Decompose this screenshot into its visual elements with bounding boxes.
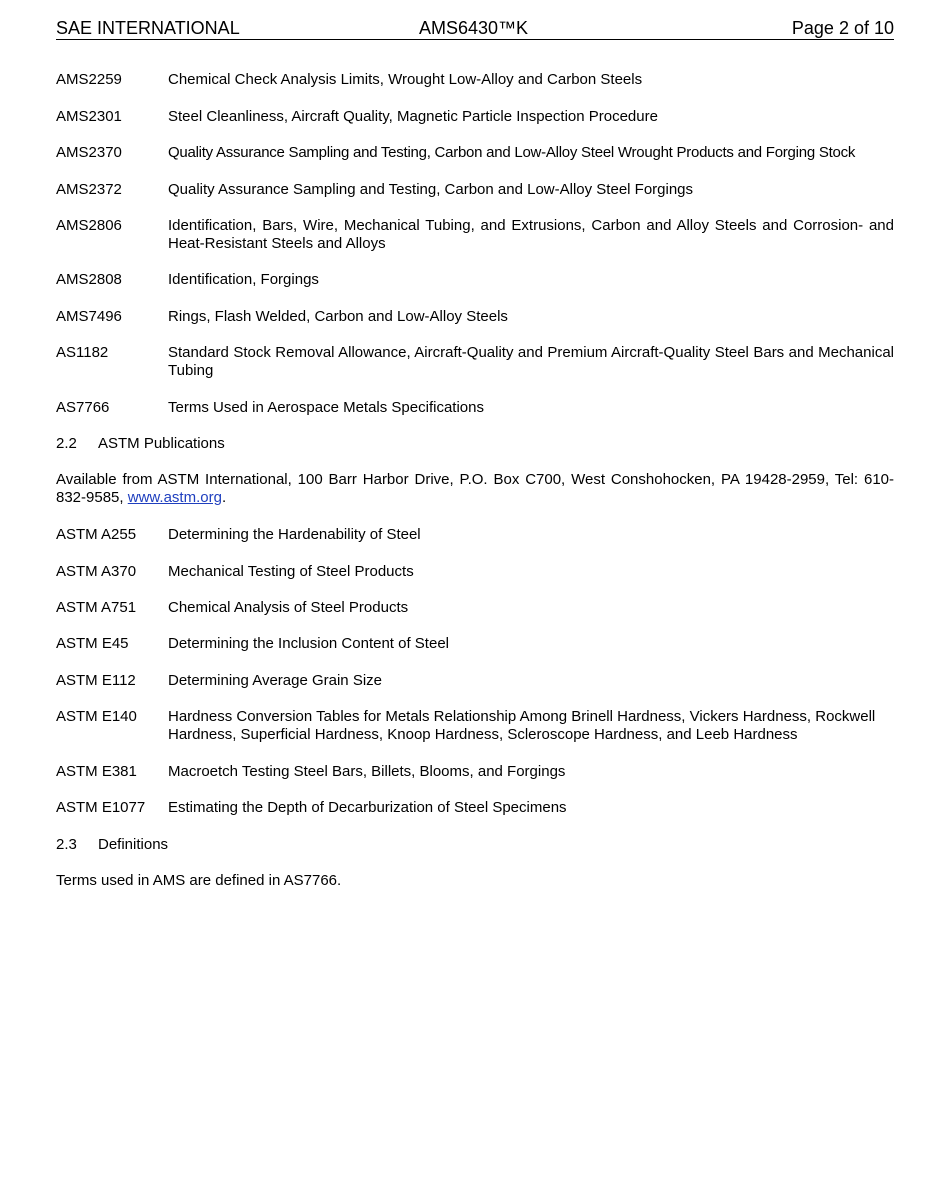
section-title: ASTM Publications: [98, 435, 225, 452]
reference-title: Identification, Bars, Wire, Mechanical Tubing, and Extrusions, Carbon and Alloy Steels and Corrosion- and Heat-Resistant Steels and Alloys: [168, 217, 894, 252]
reference-code: ASTM A370: [56, 563, 137, 580]
reference-entry: [56, 763, 894, 781]
reference-title: Determining the Inclusion Content of Steel: [168, 635, 449, 652]
reference-entry: [56, 344, 894, 380]
reference-entry: [56, 108, 894, 126]
section-number: 2.2: [56, 435, 77, 452]
reference-entry: [56, 399, 894, 417]
reference-code: ASTM E1077: [56, 799, 146, 816]
reference-code: ASTM E381: [56, 763, 137, 780]
header-org: SAE INTERNATIONAL: [56, 18, 240, 38]
reference-code: AMS2808: [56, 271, 122, 288]
reference-code: ASTM E140: [56, 708, 137, 725]
reference-code: ASTM E112: [56, 672, 136, 689]
section-heading-astm: [56, 435, 225, 453]
reference-code: AS7766: [56, 399, 110, 416]
reference-title: Quality Assurance Sampling and Testing, Carbon and Low-Alloy Steel Forgings: [168, 181, 694, 198]
reference-entry: [56, 672, 894, 690]
reference-code: AS1182: [56, 344, 109, 361]
reference-code: AMS2806: [56, 217, 122, 234]
reference-title: Chemical Analysis of Steel Products: [168, 599, 409, 616]
reference-title: Macroetch Testing Steel Bars, Billets, Blooms, and Forgings: [168, 763, 566, 780]
page-header: [56, 17, 894, 40]
document-page: [56, 0, 894, 1202]
section-heading-definitions: [56, 836, 168, 854]
reference-entry: [56, 799, 894, 817]
availability-end: .: [221, 489, 227, 506]
reference-code: ASTM A255: [56, 526, 137, 543]
reference-entry: [56, 144, 894, 162]
reference-title: Identification, Forgings: [168, 271, 319, 288]
reference-code: ASTM A751: [56, 599, 137, 616]
reference-entry: [56, 599, 894, 617]
header-doc-number: AMS6430™K: [419, 18, 529, 38]
reference-title: Standard Stock Removal Allowance, Aircraft-Quality and Premium Aircraft-Quality Steel Bars and Mechanical Tubing: [168, 344, 894, 379]
astm-availability-paragraph: [56, 471, 894, 507]
reference-entry: [56, 71, 894, 89]
reference-code: AMS7496: [56, 308, 122, 325]
header-page-number: Page 2 of 10: [791, 18, 894, 38]
section-title: Definitions: [98, 836, 169, 853]
reference-entry: [56, 635, 894, 653]
reference-entry: [56, 217, 894, 253]
section-number: 2.3: [56, 836, 77, 853]
reference-entry: [56, 563, 894, 581]
definitions-paragraph: Terms used in AMS are defined in AS7766.: [56, 872, 342, 889]
reference-title: Rings, Flash Welded, Carbon and Low-Alloy Steels: [168, 308, 508, 325]
reference-title: Steel Cleanliness, Aircraft Quality, Magnetic Particle Inspection Procedure: [168, 108, 658, 125]
reference-entry: [56, 526, 894, 544]
reference-code: AMS2301: [56, 108, 122, 125]
reference-code: ASTM E45: [56, 635, 129, 652]
reference-title: Determining Average Grain Size: [168, 672, 382, 689]
reference-title: Mechanical Testing of Steel Products: [168, 563, 414, 580]
reference-title: Determining the Hardenability of Steel: [168, 526, 421, 543]
reference-title: Hardness Conversion Tables for Metals Relationship Among Brinell Hardness, Vickers Hardness, Rockwell Hardness, Superficial Hardness, Knoop Hardness, Scleroscope Hardness, and Leeb Hardness: [168, 708, 876, 743]
reference-entry: [56, 708, 894, 744]
reference-code: AMS2370: [56, 144, 122, 161]
astm-website-link[interactable]: www.astm.org: [127, 489, 222, 506]
reference-entry: [56, 181, 894, 199]
reference-title: Quality Assurance Sampling and Testing, Carbon and Low-Alloy Steel Wrought Products and Forging Stock: [168, 144, 856, 161]
reference-entry: [56, 271, 894, 289]
reference-code: AMS2259: [56, 71, 122, 88]
reference-title: Terms Used in Aerospace Metals Specifications: [168, 399, 484, 416]
reference-title: Estimating the Depth of Decarburization of Steel Specimens: [168, 799, 567, 816]
reference-title: Chemical Check Analysis Limits, Wrought Low-Alloy and Carbon Steels: [168, 71, 643, 88]
reference-entry: [56, 308, 894, 326]
availability-text: Available from ASTM International, 100 Barr Harbor Drive, P.O. Box C700, West Conshohocken, PA 19428-2959, Tel: 610-832-9585,: [56, 471, 894, 506]
reference-code: AMS2372: [56, 181, 122, 198]
